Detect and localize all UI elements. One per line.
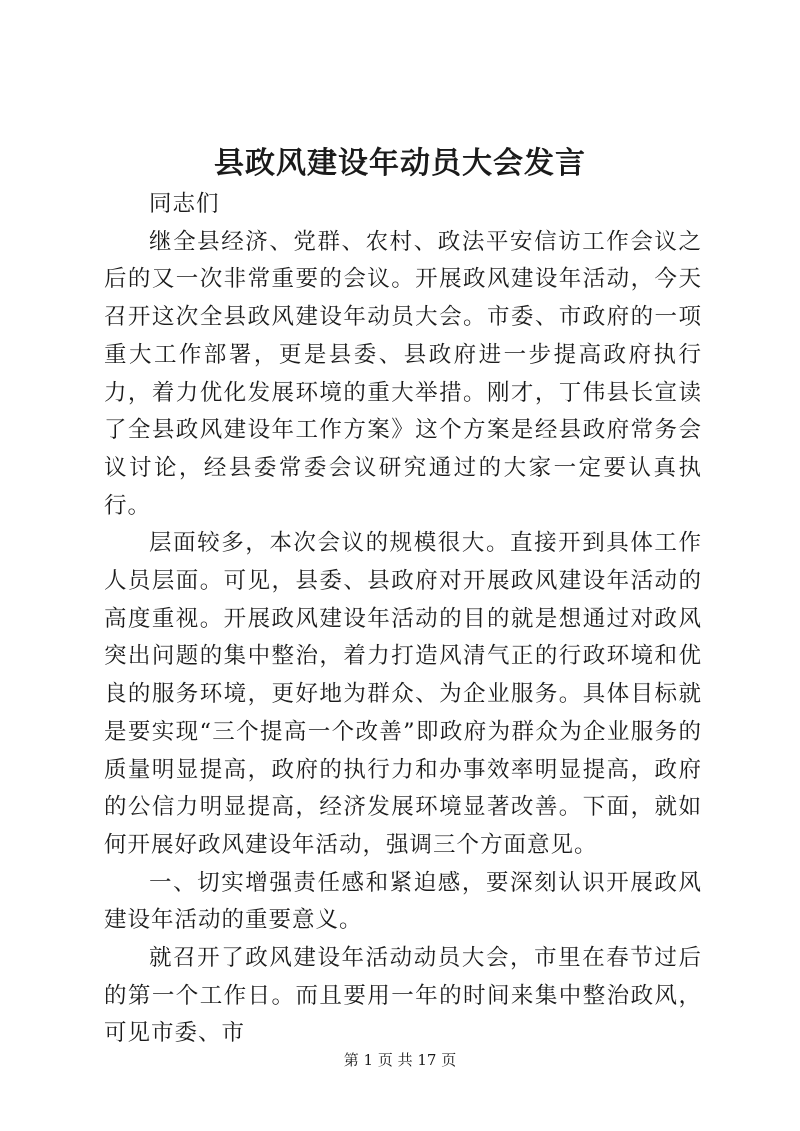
- document-title: 县政风建设年动员大会发言: [214, 146, 586, 181]
- paragraph-heading: 一、切实增强责任感和紧迫感，要深刻认识开展政风建设年活动的重要意义。: [104, 869, 702, 934]
- paragraph: 就召开了政风建设年活动动员大会，市里在春节过后的第一个工作日。而且要用一年的时间来集中整治政风，可见市委、市: [104, 945, 702, 1047]
- page-footer: 第 1 页 共 17 页: [343, 1051, 457, 1069]
- paragraph-salutation: 同志们: [149, 191, 220, 217]
- paragraph: 层面较多，本次会议的规模很大。直接开到具体工作人员层面。可见，县委、县政府对开展政风建设年活动的高度重视。开展政风建设年活动的目的就是想通过对政风突出问题的集中整治，着力打造风清气正的行政环境和优良的服务环境，更好地为群众、为企业服务。具体目标就是要实现“三个提高一个改善”即政府为群众为企业服务的质量明显提高，政府的执行力和办事效率明显提高，政府的公信力明显提高，经济发展环境显著改善。下面，就如何开展好政风建设年活动，强调三个方面意见。: [104, 530, 702, 858]
- paragraph: 继全县经济、党群、农村、政法平安信访工作会议之后的又一次非常重要的会议。开展政风建设年活动，今天召开这次全县政风建设年动员大会。市委、市政府的一项重大工作部署，更是县委、县政府进一步提高政府执行力，着力优化发展环境的重大举措。刚才，丁伟县长宣读了全县政风建设年工作方案》这个方案是经县政府常务会议讨论，经县委常委会议研究通过的大家一定要认真执行。: [104, 228, 702, 519]
- document-body: [104, 186, 702, 1053]
